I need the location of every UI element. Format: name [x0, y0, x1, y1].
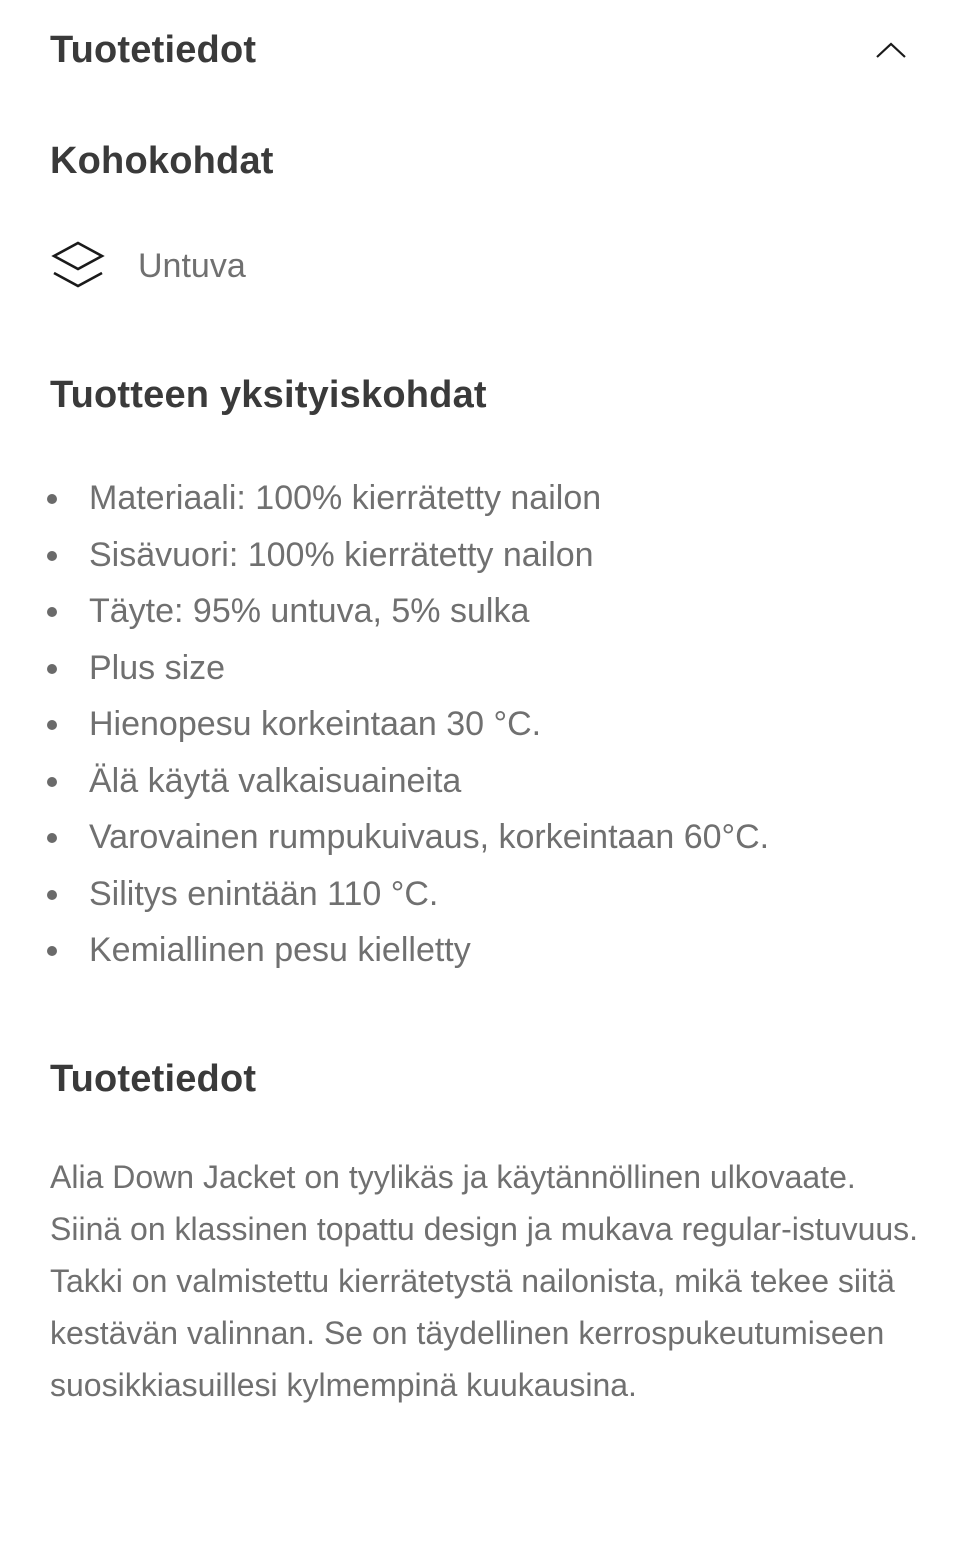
list-item	[50, 753, 769, 810]
list-item	[50, 640, 769, 697]
list-item	[50, 922, 769, 979]
chevron-up-icon[interactable]	[874, 38, 908, 62]
list-item-text: Plus size	[89, 648, 226, 687]
layers-icon	[50, 238, 106, 294]
list-item	[50, 583, 769, 640]
list-item-text: Silitys enintään 110 °C.	[89, 874, 439, 913]
product-description: Alia Down Jacket on tyylikäs ja käytännöllinen ulkovaate. Siinä on klassinen topattu design ja mukava regular-istuvuus. Takki on valmistettu kierrätetystä nailonista, mikä tekee siitä kestävän valinnan. Se on täydellinen kerrospukeutumiseen suosikkiasuillesi kylmempinä kuukausina.	[50, 1159, 919, 1403]
list-item	[50, 696, 769, 753]
product-details-heading: Tuotteen yksityiskohdat	[50, 374, 487, 416]
highlight-label: Untuva	[138, 246, 246, 285]
bullet-icon	[47, 494, 57, 504]
bullet-icon	[47, 607, 57, 617]
list-item	[50, 527, 769, 584]
list-item	[50, 809, 769, 866]
list-item-text: Materiaali: 100% kierrätetty nailon	[89, 479, 602, 517]
list-item-text: Hienopesu korkeintaan 30 °C.	[89, 705, 542, 743]
bullet-icon	[47, 946, 57, 956]
product-details-list	[50, 470, 769, 979]
product-info-heading: Tuotetiedot	[50, 1058, 257, 1100]
bullet-icon	[47, 833, 57, 843]
list-item-text: Sisävuori: 100% kierrätetty nailon	[89, 535, 594, 574]
product-info-accordion-header[interactable]	[50, 22, 910, 78]
bullet-icon	[47, 890, 57, 900]
highlight-item	[50, 238, 246, 294]
list-item-text: Älä käytä valkaisuaineita	[89, 761, 462, 800]
list-item	[50, 470, 769, 527]
list-item-text: Kemiallinen pesu kielletty	[89, 931, 471, 969]
list-item-text: Varovainen rumpukuivaus, korkeintaan 60°C.	[89, 818, 770, 856]
bullet-icon	[47, 720, 57, 730]
bullet-icon	[47, 777, 57, 787]
accordion-title: Tuotetiedot	[50, 28, 257, 71]
highlights-heading: Kohokohdat	[50, 140, 274, 182]
bullet-icon	[47, 551, 57, 561]
list-item	[50, 866, 769, 923]
list-item-text: Täyte: 95% untuva, 5% sulka	[89, 592, 530, 630]
bullet-icon	[47, 664, 57, 674]
